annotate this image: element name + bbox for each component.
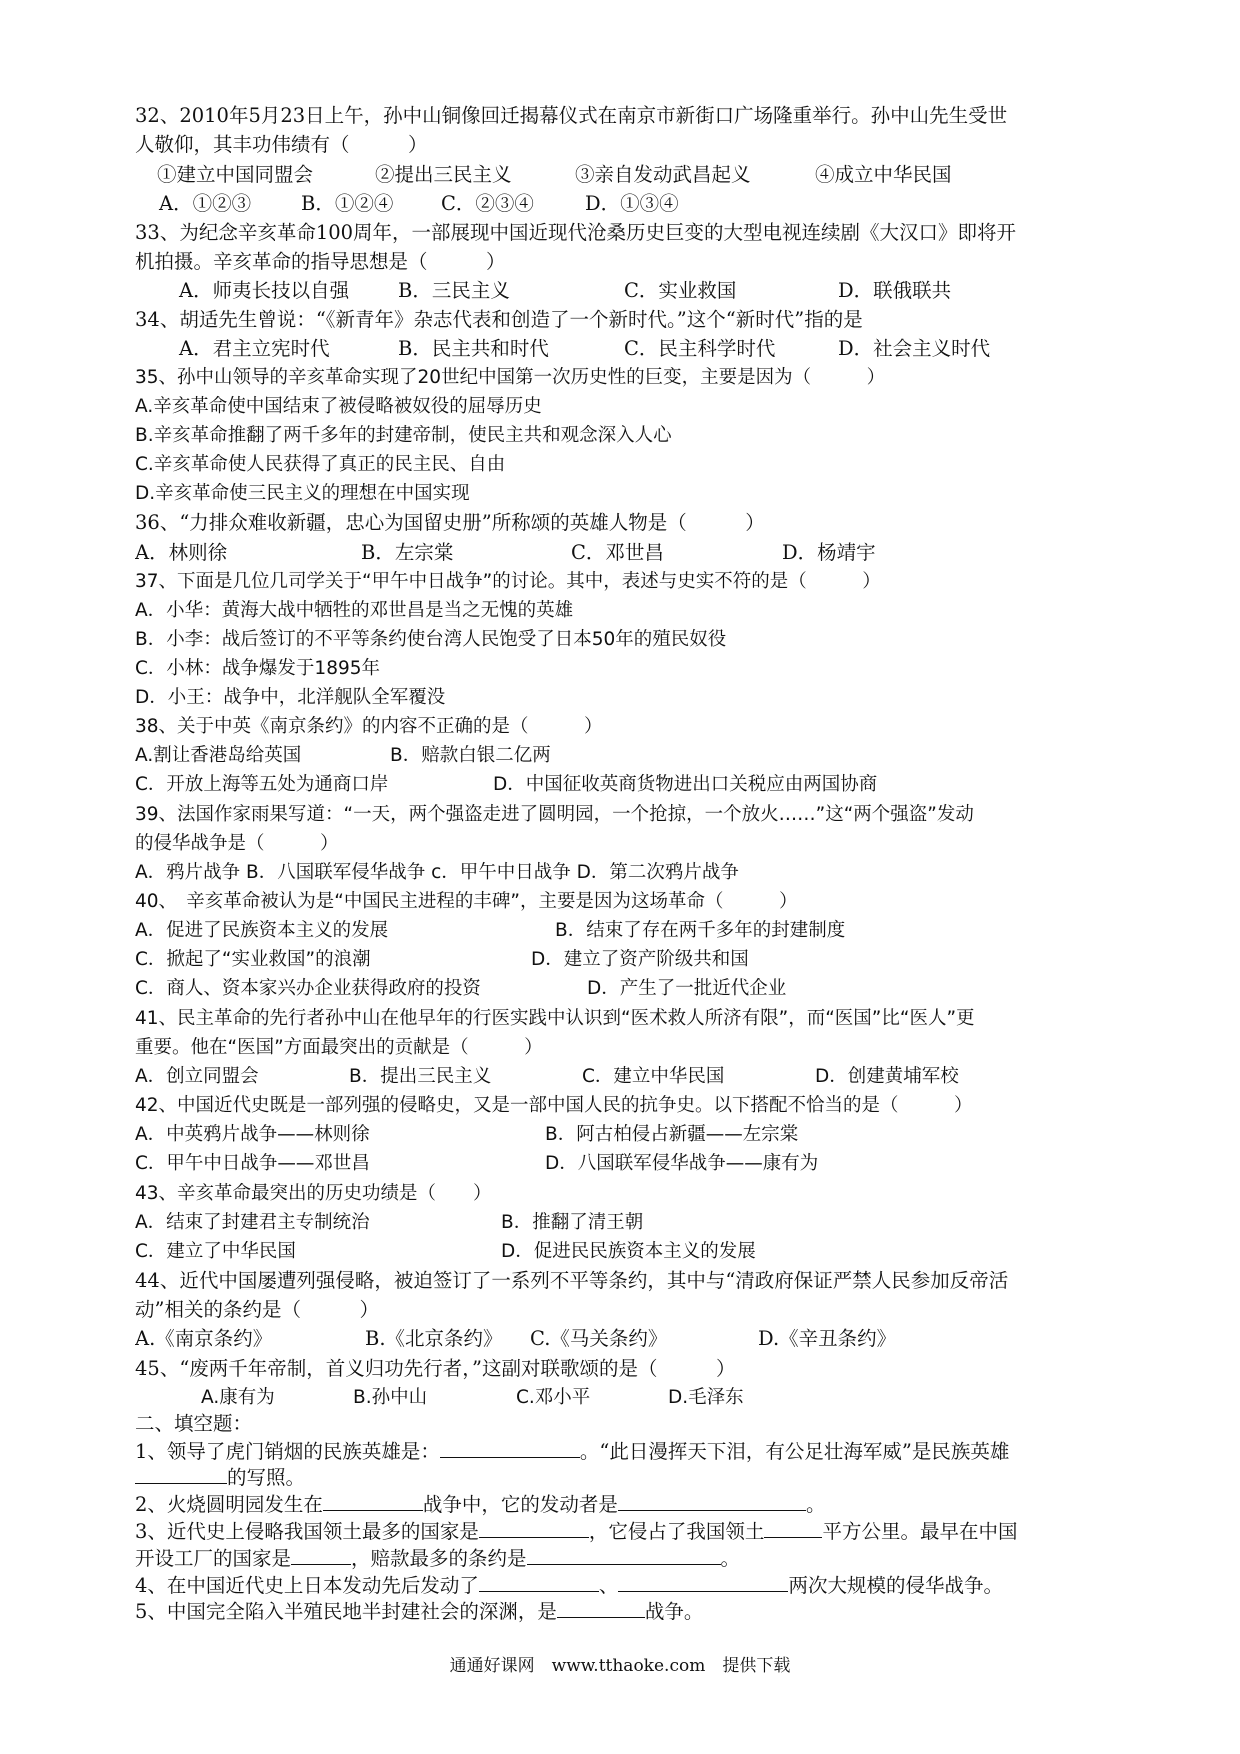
- question-43-line-1: 43、辛亥革命最突出的历史功绩是（ ）: [135, 1183, 492, 1204]
- answer-blank[interactable]: [479, 1516, 589, 1538]
- option-a: A.《南京条约》: [135, 1327, 273, 1350]
- fill-text: 两次大规模的侵华战争。: [788, 1574, 1003, 1597]
- option-c: C．小林：战争爆发于1895年: [135, 658, 380, 679]
- question-40-options-row-2: [135, 945, 1135, 974]
- option-a: A．①②③: [159, 192, 252, 215]
- statement: ③亲自发动武昌起义: [575, 163, 751, 186]
- option-a: A.割让香港岛给英国: [135, 745, 302, 766]
- option-b: B.《北京条约》: [365, 1327, 503, 1350]
- option-c: C．掀起了“实业救国”的浪潮: [135, 949, 371, 970]
- question-33-options: [135, 276, 1135, 305]
- fill-item-2: [135, 1489, 1135, 1518]
- option-d: D．联俄联共: [838, 279, 952, 302]
- statement: ①建立中国同盟会: [157, 163, 314, 186]
- option-d: D．促进民民族资本主义的发展: [501, 1241, 756, 1262]
- question-34-options: [135, 334, 1135, 363]
- option-a: A．中英鸦片战争——林则徐: [135, 1124, 370, 1145]
- option-b: B．提出三民主义: [349, 1066, 492, 1087]
- answer-blank[interactable]: [764, 1516, 822, 1538]
- option-b: B．小李：战后签订的不平等条约使台湾人民饱受了日本50年的殖民奴役: [135, 629, 727, 650]
- option-c: C．开放上海等五处为通商口岸: [135, 774, 389, 795]
- option-a: A．结束了封建君主专制统治: [135, 1212, 370, 1233]
- option-c: C．商人、资本家兴办企业获得政府的投资: [135, 978, 481, 999]
- option-a: A.康有为: [201, 1387, 275, 1408]
- page-footer: 通通好课网 www.tthaoke.com 提供下载: [449, 1656, 791, 1676]
- question-32-line-1: 32、2010年5月23日上午，孙中山铜像回迁揭幕仪式在南京市新街口广场隆重举行。孙中山先生受世: [135, 104, 1008, 127]
- question-40-options-row-1: [135, 916, 1135, 945]
- fill-item-5: [135, 1596, 1135, 1625]
- question-38-options-row-1: [135, 741, 1135, 770]
- option-c: C.《马关条约》: [530, 1327, 668, 1350]
- answer-blank[interactable]: [618, 1570, 788, 1592]
- fill-text: ，它侵占了我国领土: [588, 1520, 765, 1543]
- question-36-options: [135, 538, 1135, 567]
- question-42-line-1: 42、中国近代史既是一部列强的侵略史，又是一部中国人民的抗争史。以下搭配不恰当的是（ ）: [135, 1095, 973, 1116]
- option-d: D．杨靖宇: [782, 541, 876, 564]
- fill-text: 2、火烧圆明园发生在: [135, 1493, 323, 1516]
- question-40-line-1: 40、 辛亥革命被认为是“中国民主进程的丰碑”，主要是因为这场革命（ ）: [135, 891, 798, 912]
- fill-text: 战争。: [644, 1600, 704, 1623]
- fill-text: 、: [598, 1574, 619, 1597]
- question-34-line-1: 34、胡适先生曾说：“《新青年》杂志代表和创造了一个新时代。”这个“新时代”指的是: [135, 308, 863, 331]
- fill-item-1-line-2: [135, 1462, 1135, 1491]
- option-d: D．产生了一批近代企业: [587, 978, 787, 999]
- option-c: C.邓小平: [516, 1387, 591, 1408]
- option-c: C．实业救国: [624, 279, 737, 302]
- option-b: B．赔款白银二亿两: [390, 745, 551, 766]
- option-b: B.孙中山: [353, 1387, 428, 1408]
- option-a: A．林则徐: [135, 541, 228, 564]
- option-d: D.毛泽东: [668, 1387, 744, 1408]
- question-41-line-2: 重要。他在“医国”方面最突出的贡献是（ ）: [135, 1037, 543, 1058]
- option-c: C．建立了中华民国: [135, 1241, 296, 1262]
- fill-text: 3、近代史上侵略我国领土最多的国家是: [135, 1520, 479, 1543]
- fill-text: ，赔款最多的条约是: [351, 1547, 527, 1570]
- statement: ④成立中华民国: [815, 163, 952, 186]
- option-d: D．中国征收英商货物进出口关税应由两国协商: [493, 774, 878, 795]
- section-heading: 二、填空题：: [135, 1412, 253, 1435]
- fill-text: 开设工厂的国家是: [135, 1547, 292, 1570]
- fill-text: 平方公里。最早在中国: [822, 1520, 1018, 1543]
- question-44-line-2: 动”相关的条约是（ ）: [135, 1298, 379, 1321]
- option-b: B．结束了存在两千多年的封建制度: [555, 920, 846, 941]
- answer-blank[interactable]: [557, 1596, 645, 1618]
- option-d: D．①③④: [585, 192, 679, 215]
- answer-blank[interactable]: [135, 1462, 227, 1484]
- option-d: D.《辛丑条约》: [758, 1327, 897, 1350]
- fill-text: 。: [805, 1493, 826, 1516]
- fill-text: 的写照。: [227, 1466, 306, 1489]
- option-b: B．阿古柏侵占新疆——左宗棠: [545, 1124, 799, 1145]
- option-a: A.辛亥革命使中国结束了被侵略被奴役的屈辱历史: [135, 396, 542, 417]
- option-b: B．三民主义: [398, 279, 510, 302]
- question-41-line-1: 41、民主革命的先行者孙中山在他早年的行医实践中认识到“医术救人所济有限”，而“医国”比“医人”更: [135, 1008, 975, 1029]
- option-b: B．①②④: [301, 192, 394, 215]
- question-45-line-1: 45、“废两千年帝制，首义归功先行者，”这副对联歌颂的是（ ）: [135, 1357, 736, 1380]
- question-44-options: [135, 1324, 1135, 1353]
- question-32-statements: [135, 160, 1135, 189]
- question-45-options: [135, 1383, 1135, 1412]
- question-43-options-row-2: [135, 1237, 1135, 1266]
- answer-blank[interactable]: [440, 1436, 580, 1458]
- fill-item-1-line-1: [135, 1436, 1135, 1465]
- question-32-line-2: 人敬仰，其丰功伟绩有（ ）: [135, 133, 428, 156]
- fill-item-3-line-1: [135, 1516, 1135, 1545]
- answer-blank[interactable]: [527, 1543, 721, 1565]
- option-b: B．民主共和时代: [398, 337, 549, 360]
- option-c: C．甲午中日战争——邓世昌: [135, 1153, 370, 1174]
- fill-item-3-line-2: [135, 1543, 1135, 1572]
- fill-item-4: [135, 1570, 1135, 1599]
- option-a: A．师夷长技以自强: [179, 279, 350, 302]
- option-d: D．八国联军侵华战争——康有为: [545, 1153, 819, 1174]
- option-a: A．君主立宪时代: [179, 337, 330, 360]
- option-c: C．邓世昌: [571, 541, 664, 564]
- option-c: C．②③④: [441, 192, 534, 215]
- fill-text: 。“此日漫挥天下泪，有公足壮海军威”是民族英雄: [579, 1440, 1010, 1463]
- option-a: A．促进了民族资本主义的发展: [135, 920, 389, 941]
- question-33-line-1: 33、为纪念辛亥革命100周年，一部展现中国近现代沧桑历史巨变的大型电视连续剧《大汉口》即将开: [135, 221, 1017, 244]
- option-d: D．建立了资产阶级共和国: [531, 949, 749, 970]
- fill-text: 。: [720, 1547, 741, 1570]
- answer-blank[interactable]: [479, 1570, 599, 1592]
- question-38-options-row-2: [135, 770, 1135, 799]
- option-c: C.辛亥革命使人民获得了真正的民主民、自由: [135, 454, 506, 475]
- question-39-line-1: 39、法国作家雨果写道：“一天，两个强盗走进了圆明园，一个抢掠，一个放火……”这“两个强盗”发动: [135, 804, 974, 825]
- question-36-line-1: 36、“力排众难收新疆，忠心为国留史册”所称颂的英雄人物是（ ）: [135, 511, 765, 534]
- question-42-options-row-2: [135, 1149, 1135, 1178]
- question-39-line-2: 的侵华战争是（ ）: [135, 833, 339, 854]
- option-d: D．社会主义时代: [838, 337, 991, 360]
- option-c: C．民主科学时代: [624, 337, 776, 360]
- question-37-line-1: 37、下面是几位几司学关于“甲午中日战争”的讨论。其中，表述与史实不符的是（ ）: [135, 571, 881, 592]
- question-42-options-row-1: [135, 1120, 1135, 1149]
- option-d: D．创建黄埔军校: [815, 1066, 959, 1087]
- option-b: B．左宗棠: [361, 541, 454, 564]
- option-c: C．建立中华民国: [582, 1066, 725, 1087]
- fill-text: 5、中国完全陷入半殖民地半封建社会的深渊，是: [135, 1600, 557, 1623]
- option-b: B．推翻了清王朝: [501, 1212, 644, 1233]
- fill-text: 1、领导了虎门销烟的民族英雄是：: [135, 1440, 440, 1463]
- option-d: D.辛亥革命使三民主义的理想在中国实现: [135, 483, 470, 504]
- question-41-options: [135, 1062, 1135, 1091]
- question-33-line-2: 机拍摄。辛亥革命的指导思想是（ ）: [135, 250, 506, 273]
- question-39-options: A．鸦片战争 B．八国联军侵华战争 c．甲午中日战争 D．第二次鸦片战争: [135, 862, 739, 883]
- answer-blank[interactable]: [291, 1543, 351, 1565]
- option-a: A．小华：黄海大战中牺牲的邓世昌是当之无愧的英雄: [135, 600, 574, 621]
- statement: ②提出三民主义: [375, 163, 512, 186]
- question-38-line-1: 38、关于中英《南京条约》的内容不正确的是（ ）: [135, 716, 603, 737]
- answer-blank[interactable]: [323, 1489, 423, 1511]
- fill-text: 战争中，它的发动者是: [422, 1493, 618, 1516]
- option-a: A．创立同盟会: [135, 1066, 259, 1087]
- question-44-line-1: 44、近代中国屡遭列强侵略，被迫签订了一系列不平等条约，其中与“清政府保证严禁人民参加反帝活: [135, 1269, 1009, 1292]
- question-40-options-row-3: [135, 974, 1135, 1003]
- option-b: B.辛亥革命推翻了两千多年的封建帝制，使民主共和观念深入人心: [135, 425, 672, 446]
- option-d: D．小王：战争中，北洋舰队全军覆没: [135, 687, 446, 708]
- question-43-options-row-1: [135, 1208, 1135, 1237]
- question-35-line-1: 35、孙中山领导的辛亥革命实现了20世纪中国第一次历史性的巨变，主要是因为（ ）: [135, 367, 886, 388]
- question-32-options: [135, 189, 1135, 218]
- fill-text: 4、在中国近代史上日本发动先后发动了: [135, 1574, 479, 1597]
- answer-blank[interactable]: [618, 1489, 806, 1511]
